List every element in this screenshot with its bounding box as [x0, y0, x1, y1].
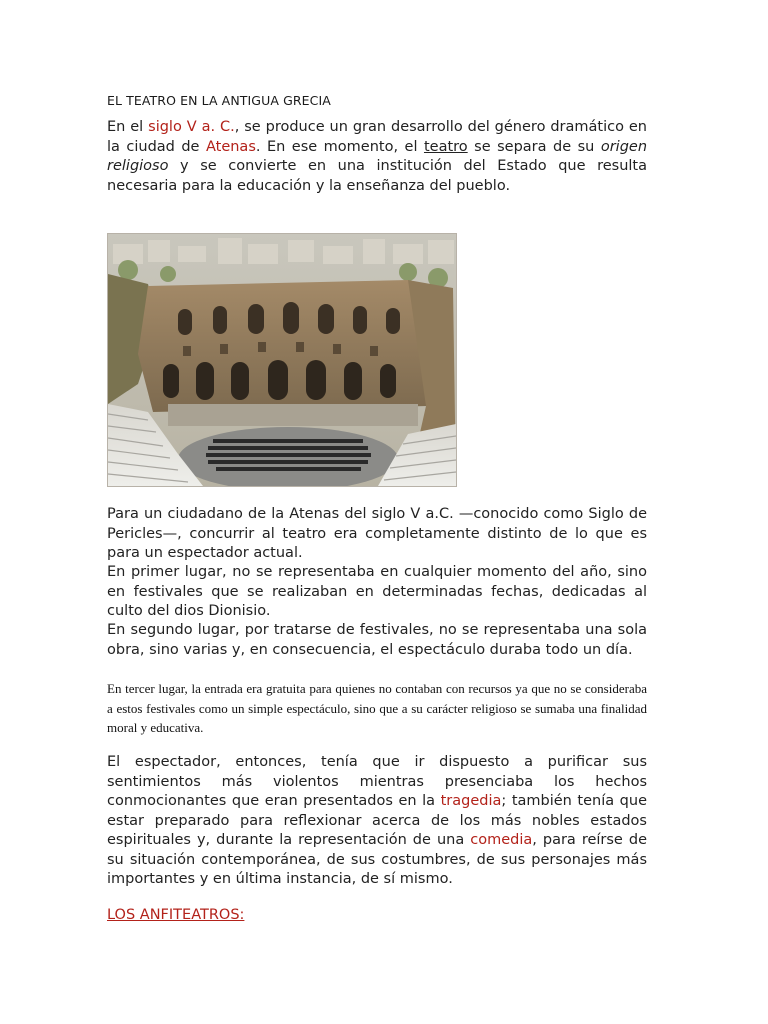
- paragraph-tercer-lugar: En tercer lugar, la entrada era gratuita para quienes no contaban con recursos ya que no se consideraba a estos festivales como un simple espectáculo, sino que a su carácter religioso se sumaba una finalidad moral y educativa.: [107, 681, 647, 735]
- intro-paragraph: [107, 118, 647, 196]
- espectador-text-3: , para reírse de su situación contemporánea, de sus costumbres, de sus personajes más importantes y en última instancia, de sí mismo.: [107, 832, 647, 887]
- intro-text-1: En el: [107, 119, 149, 135]
- paragraph-pericles: Para un ciudadano de la Atenas del siglo V a.C. —conocido como Siglo de Pericles—, concurrir al teatro era completamente distinto de lo que es para un espectador actual.: [107, 506, 647, 561]
- odeon-image: [108, 234, 456, 486]
- paragraph-espectador: [107, 753, 647, 890]
- intro-text-2: , se produce un gran desarrollo del género dramático en la ciudad de: [107, 119, 647, 155]
- link-comedia[interactable]: comedia: [470, 832, 533, 848]
- espectador-text-1: El espectador, entonces, tenía que ir dispuesto a purificar sus sentimientos más violentos mientras presenciaba los hechos conmocionantes que eran presentados en la: [107, 754, 647, 809]
- link-siglo-v[interactable]: siglo V a. C.: [148, 119, 235, 135]
- theater-photo: [107, 233, 457, 487]
- intro-text-3: . En ese momento, el: [255, 138, 424, 155]
- espectador-text-2: ; también tenía que estar preparado para reflexionar acerca de los más nobles estados espirituales y, durante la representación de una: [107, 793, 647, 848]
- link-tragedia[interactable]: tragedia: [440, 793, 502, 809]
- origen-religioso-italic: origen religioso: [107, 138, 648, 174]
- document-title: EL TEATRO EN LA ANTIGUA GRECIA: [107, 93, 331, 108]
- paragraph-segundo-lugar: En segundo lugar, por tratarse de festivales, no se representaba una sola obra, sino varias y, en consecuencia, el espectáculo duraba todo un día.: [107, 622, 647, 658]
- heading-los-anfiteatros[interactable]: LOS ANFITEATROS:: [107, 907, 245, 923]
- intro-text-5: y se convierte en una institución del Estado que resulta necesaria para la educación y la enseñanza del pueblo.: [107, 158, 647, 194]
- paragraph-primer-lugar: En primer lugar, no se representaba en cualquier momento del año, sino en festivales que se realizaban en determinadas fechas, dedicadas al culto del dios Dionisio.: [107, 564, 647, 619]
- link-atenas[interactable]: Atenas: [205, 138, 256, 155]
- link-teatro[interactable]: teatro: [423, 138, 468, 155]
- intro-text-4: se separa de su: [467, 138, 601, 155]
